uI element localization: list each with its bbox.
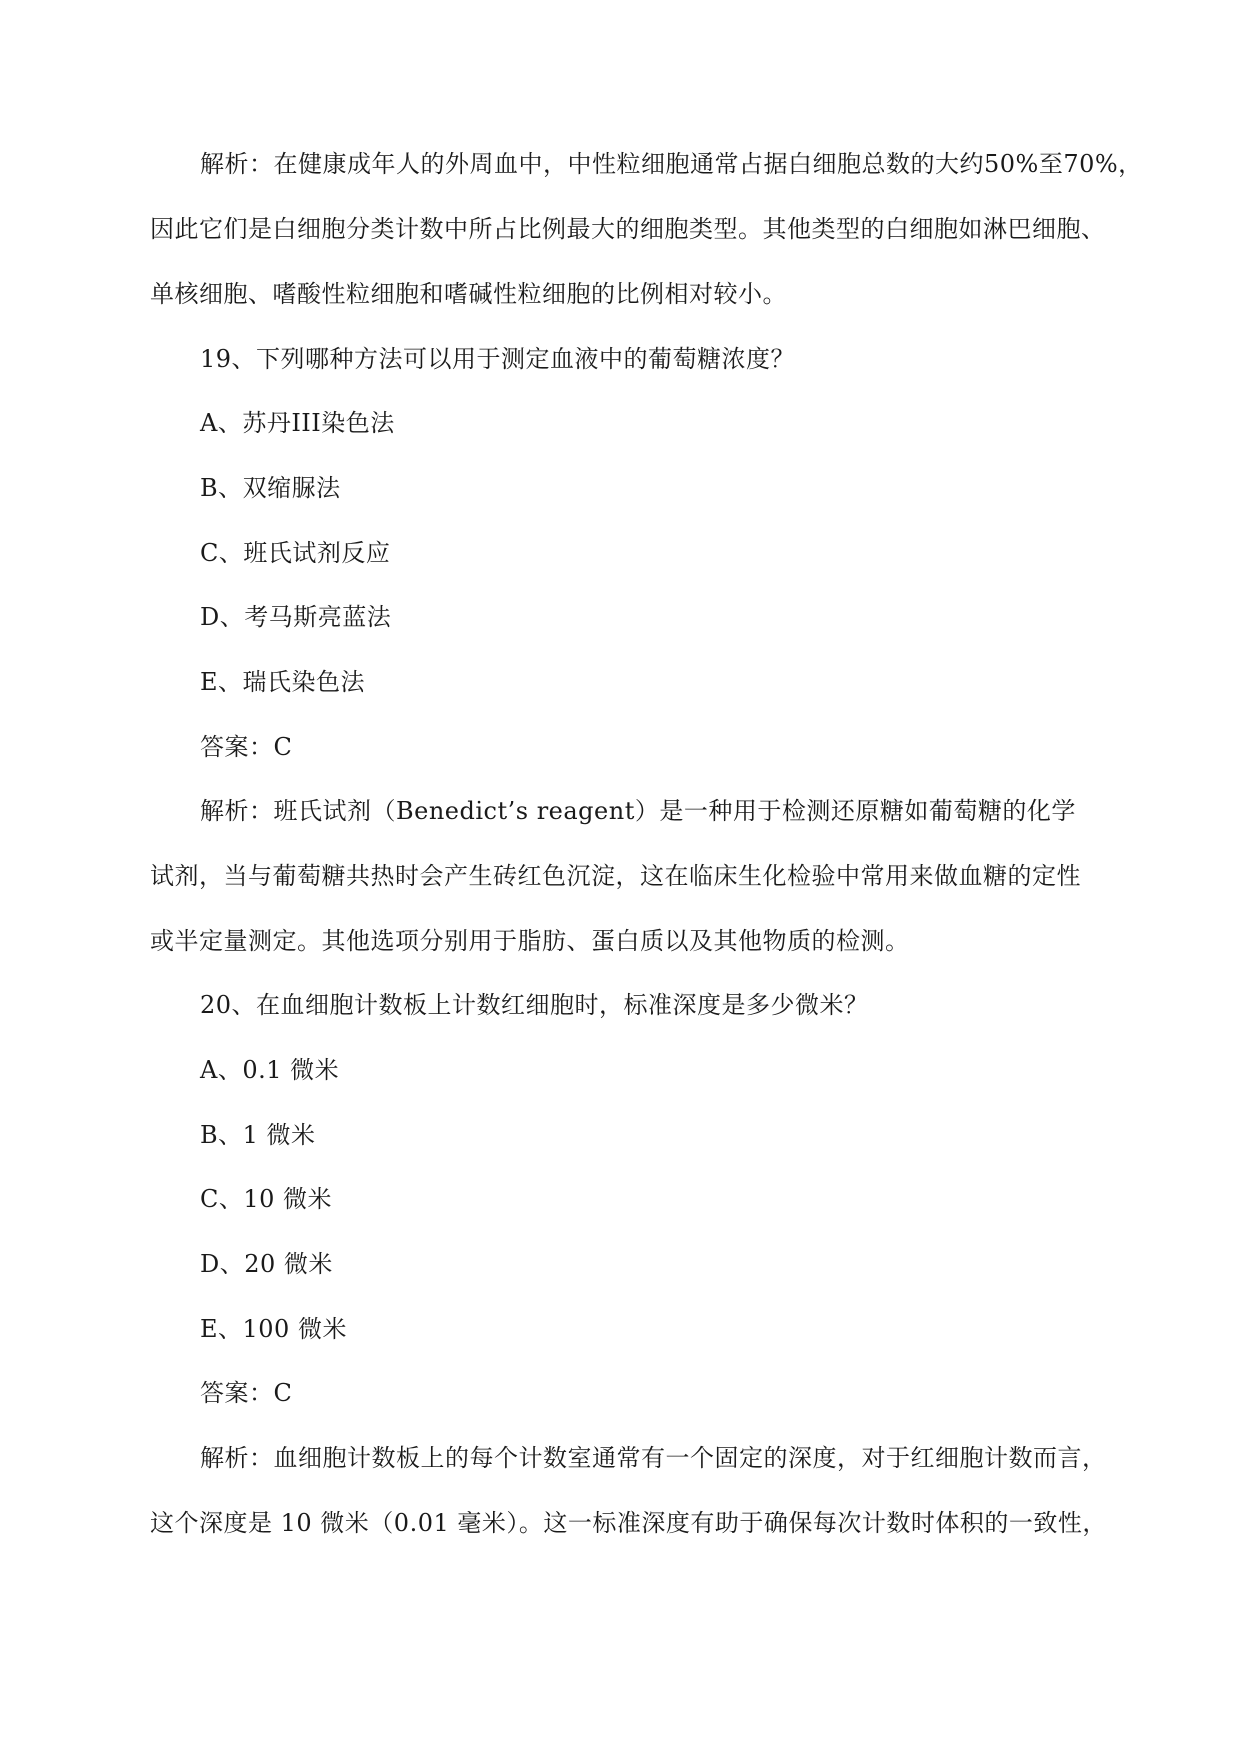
question-20: 20、在血细胞计数板上计数红细胞时，标准深度是多少微米？: [200, 991, 869, 1019]
question-19: 19、下列哪种方法可以用于测定血液中的葡萄糖浓度？: [200, 345, 796, 373]
q19-answer: 答案：C: [200, 733, 293, 761]
prev-explanation-line-1: 解析：在健康成年人的外周血中，中性粒细胞通常占据白细胞总数的大约50%至70%，: [200, 150, 1143, 178]
prev-explanation-line-2: 因此它们是白细胞分类计数中所占比例最大的细胞类型。其他类型的白细胞如淋巴细胞、: [150, 215, 1106, 243]
q20-option-b: B、1 微米: [200, 1121, 316, 1149]
q20-explanation-line-2: 这个深度是 10 微米（0.01 毫米）。这一标准深度有助于确保每次计数时体积的一致性，: [150, 1509, 1107, 1537]
q20-option-d: D、20 微米: [200, 1250, 333, 1278]
q19-option-d: D、考马斯亮蓝法: [200, 603, 392, 631]
q20-option-a: A、0.1 微米: [200, 1056, 340, 1084]
q19-option-c: C、班氏试剂反应: [200, 539, 391, 567]
q19-explanation-line-1: 解析：班氏试剂（Benedict’s reagent）是一种用于检测还原糖如葡萄糖的化学: [200, 797, 1076, 825]
q19-option-b: B、双缩脲法: [200, 474, 341, 502]
q20-explanation-line-1: 解析：血细胞计数板上的每个计数室通常有一个固定的深度，对于红细胞计数而言，: [200, 1444, 1107, 1472]
q19-explanation-line-2: 试剂，当与葡萄糖共热时会产生砖红色沉淀，这在临床生化检验中常用来做血糖的定性: [150, 862, 1081, 890]
q20-option-e: E、100 微米: [200, 1315, 347, 1343]
q19-option-a: A、苏丹III染色法: [200, 409, 395, 437]
q19-explanation-line-3: 或半定量测定。其他选项分别用于脂肪、蛋白质以及其他物质的检测。: [150, 927, 910, 955]
prev-explanation-line-3: 单核细胞、嗜酸性粒细胞和嗜碱性粒细胞的比例相对较小。: [150, 280, 787, 308]
q20-option-c: C、10 微米: [200, 1185, 333, 1213]
q20-answer: 答案：C: [200, 1379, 293, 1407]
q19-option-e: E、瑞氏染色法: [200, 668, 366, 696]
